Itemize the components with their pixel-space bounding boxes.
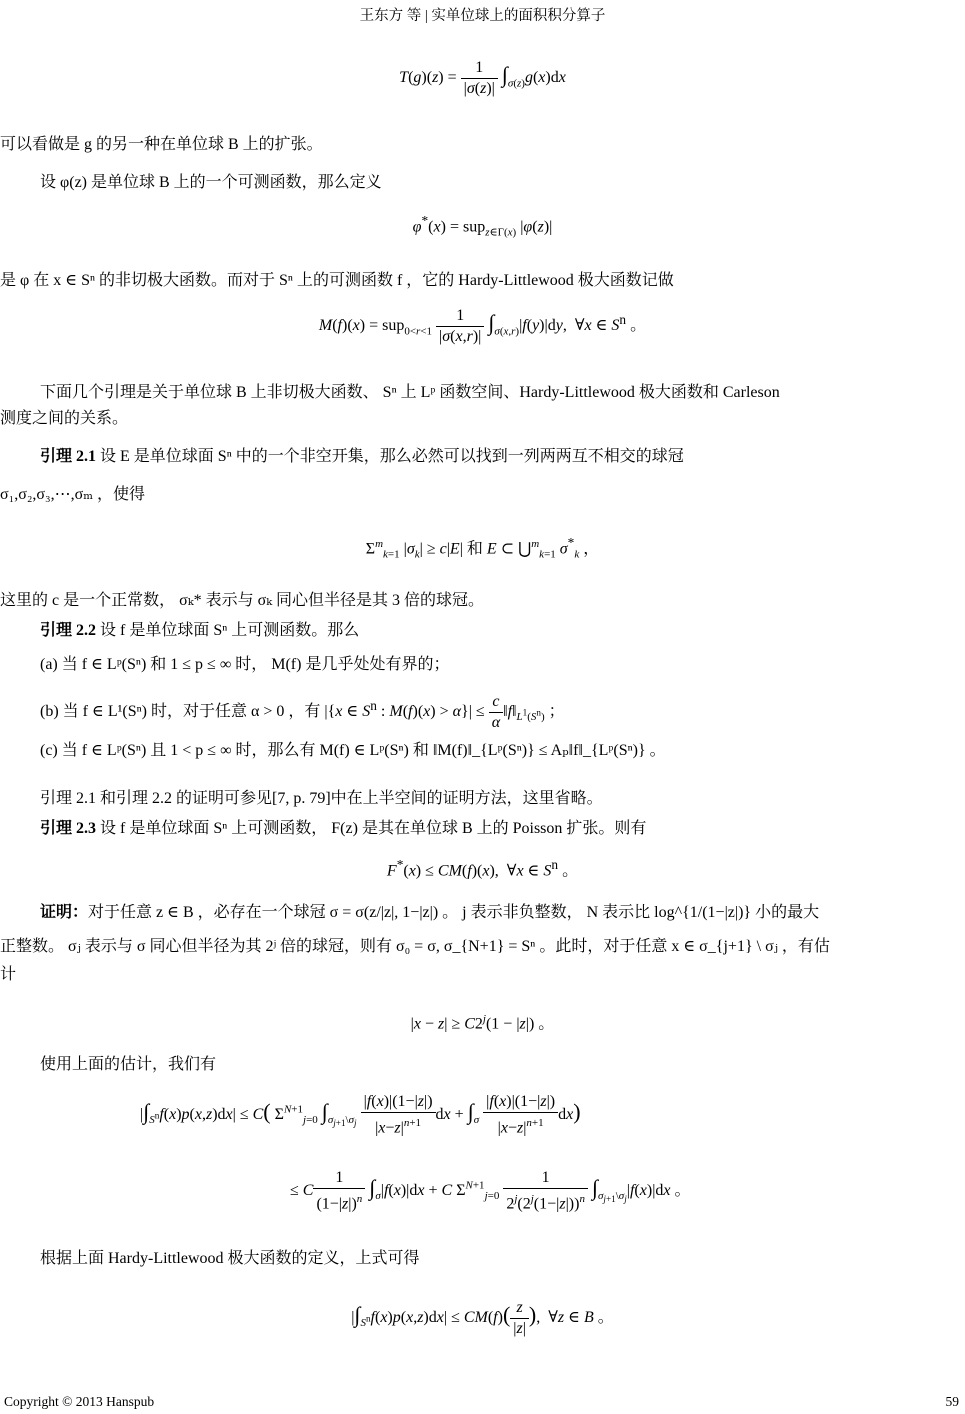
- equation-lemma-2-3: F*(x) ≤ CM(f)(x), ∀x ∈ $S^n$ 。: [386, 857, 579, 880]
- lemma-2-3-label: 引理 2.3: [40, 820, 97, 837]
- proof-label: 证明：: [40, 904, 89, 921]
- footer-page-number: 59: [945, 1394, 959, 1409]
- paragraph-use-estimate: 使用上面的估计，我们有: [40, 1056, 217, 1073]
- lemma-2-2-item-b: (b) 当 f ∈ L¹(Sⁿ) 时，对于任意 α > 0 ，有 |{x ∈ $S^n$ : M(f)(x) > α}| ≤ $\frac{c}{\alpha}$ $‖f‖_{L^1(S^n)}$ ；: [40, 693, 565, 731]
- equation-final: $|\int_{S^n}f(x)p(x,z)dx| \le CM(f)$( $\frac{z}{|z|}$ ), ∀z ∈ B 。: [351, 1299, 614, 1337]
- equation-lemma-2-1: $\Sigma^m_{k=1}$ $|\sigma_k| \ge c|E|$ 和 E ⊂ ⋃$^m_{k=1}$ $\sigma^*_k$ ，: [365, 535, 600, 561]
- equation-estimate: $|x - z| \ge C2^j(1 - |z|)$ 。: [410, 1013, 555, 1033]
- equation-long-line-1: $|\int_{S^n}f(x)p(x,z)dx| \le C$( $\Sigma^{N+1}_{j=0}$ $\int_{\sigma_{j+1}\backslash\sigma_j}$ $\frac{|f(x)|(1-|z|)}{|x-z|^{n+1}}$ dx + $\int_\sigma$ $\frac{|f(x)|(1-|z|)}{|x-z|^{n+1}}$ dx): [140, 1093, 581, 1137]
- lemma-2-1-text: 设 E 是单位球面 Sⁿ 中的一个非空开集，那么必然可以找到一列两两互不相交的球冠: [100, 448, 684, 465]
- lemma-2-2-item-b-text: (b) 当 f ∈ L¹(Sⁿ) 时，对于任意 α > 0 ，有: [40, 703, 321, 721]
- equation-phi-star: φ*(x) = sup$_{z\in\Gamma(x)}$ |φ(z)|: [412, 213, 553, 239]
- equation-maximal-function: M(f)(x) = sup$_{0<r<1}$ $\frac{1}{|\sigma(x,r)|}$ $\int_{\sigma(x,r)}|f(y)|dy$, ∀x ∈ $S^n$ 。: [318, 307, 647, 345]
- lemma-2-2-item-a: (a) 当 f ∈ Lᵖ(Sⁿ) 和 1 ≤ p ≤ ∞ 时， M(f) 是几乎处处有界的；: [40, 656, 450, 673]
- lemma-2-1: [0, 444, 965, 470]
- proof-paragraph: [0, 900, 965, 926]
- proof-text-line-2: 正整数。 σⱼ 表示与 σ 同心但半径为其 2ʲ 倍的球冠，则有 σ₀ = σ, σ_{N+1} = Sⁿ 。此时，对于任意 x ∈ σ_{j+1} \ σⱼ ，有估: [0, 938, 830, 955]
- proof-text-line-1: 对于任意 z ∈ B ，必存在一个球冠 σ = σ(z/|z|, 1−|z|) 。 j 表示非负整数， N 表示比 log^{1/(1−|z|)} 小的最大: [88, 904, 820, 921]
- paragraph-conclusion: 根据上面 Hardy-Littlewood 极大函数的定义，上式可得: [40, 1250, 420, 1267]
- paragraph-lemmas-intro: 下面几个引理是关于单位球 B 上非切极大函数、 Sⁿ 上 Lᵖ 函数空间、Hardy-Littlewood 极大函数和 Carleson: [40, 384, 780, 401]
- proof-reference-note: 引理 2.1 和引理 2.2 的证明可参见[7, p. 79]中在上半空间的证明方法，这里省略。: [40, 790, 603, 807]
- lemma-2-2-label: 引理 2.2: [40, 622, 97, 639]
- paragraph-extension: 可以看做是 g 的另一种在单位球 B 上的扩张。: [0, 136, 323, 153]
- paragraph-lemmas-intro-cont: 测度之间的关系。: [0, 410, 129, 427]
- lemma-2-3-text: 设 f 是单位球面 Sⁿ 上可测函数， F(z) 是其在单位球 B 上的 Poisson 扩张。则有: [100, 820, 647, 837]
- equation-long-line-2: ≤ C $\frac{1}{(1-|z|)^n}$ $\int_\sigma|f(x)|dx + C$ $\Sigma^{N+1}_{j=0}$ $\frac{1}{2^j(2^j(1-|z|))^n}$ $\int_{\sigma_{j+1}\backslash\sigma_j}|f(x)|dx$ 。: [290, 1169, 691, 1213]
- lemma-2-1-label: 引理 2.1: [40, 448, 97, 465]
- lemma-2-3: [0, 816, 965, 842]
- paragraph-nontangential: 是 φ 在 x ∈ Sⁿ 的非切极大函数。而对于 Sⁿ 上的可测函数 f ，它的 Hardy-Littlewood 极大函数记做: [0, 272, 674, 289]
- proof-text-line-3: 计: [0, 966, 17, 983]
- lemma-2-1-sequence: σ₁,σ₂,σ₃,⋯,σₘ ，使得: [0, 486, 146, 503]
- lemma-2-1-remark: 这里的 c 是一个正常数， σₖ* 表示与 σₖ 同心但半径是其 3 倍的球冠。: [0, 592, 485, 609]
- footer-copyright: Copyright © 2013 Hanspub: [4, 1394, 155, 1409]
- running-header: 王东方 等 | 实单位球上的面积积分算子: [359, 8, 606, 24]
- equation-T: T(g)(z) = $\frac{1}{|\sigma(z)|}$ $\int_{\sigma(z)}g(x)dx$: [399, 59, 566, 97]
- lemma-2-2-text: 设 f 是单位球面 Sⁿ 上可测函数。那么: [100, 622, 360, 639]
- lemma-2-2-item-c: (c) 当 f ∈ Lᵖ(Sⁿ) 且 1 < p ≤ ∞ 时，那么有 M(f) ∈ Lᵖ(Sⁿ) 和 ‖M(f)‖_{Lᵖ(Sⁿ)} ≤ Aₚ‖f‖_{Lᵖ(Sⁿ)} 。: [40, 742, 666, 759]
- paragraph-define-phi: 设 φ(z) 是单位球 B 上的一个可测函数，那么定义: [40, 174, 382, 191]
- lemma-2-2: [0, 618, 965, 644]
